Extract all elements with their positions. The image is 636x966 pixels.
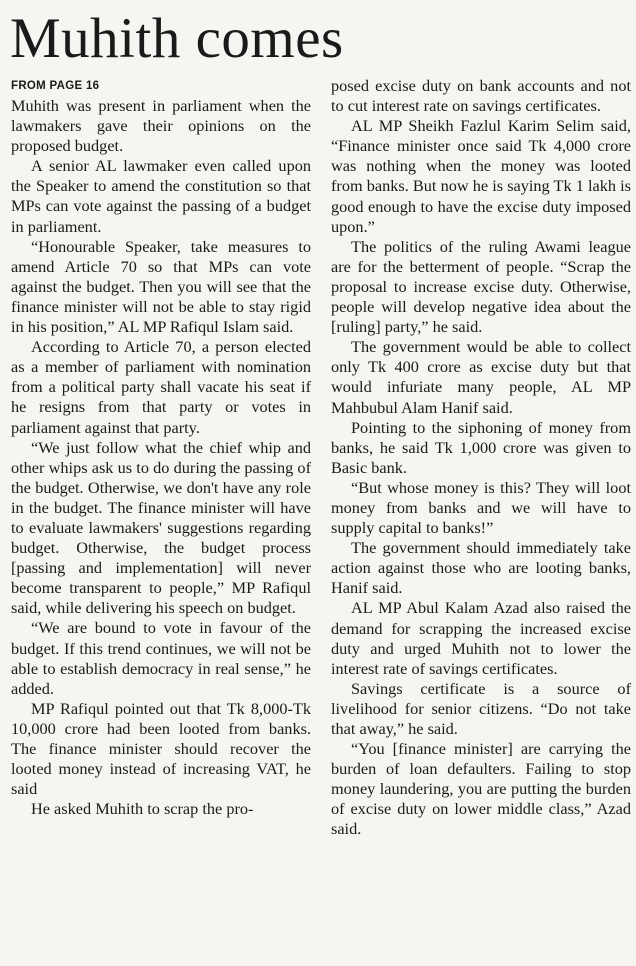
paragraph: The politics of the ruling Awami league are for the betterment of people. “Scrap the proposal to increase excise duty. Otherwise, people will develop negative idea about the [ruling] party,” he said. <box>331 236 631 337</box>
paragraph: “Honourable Speaker, take measures to amend Article 70 so that MPs can vote against the budget. Then you will see that the finance minister will not be able to stay rigid in his position,” AL MP Rafiqul Islam said. <box>11 236 311 337</box>
paragraph: Pointing to the siphoning of money from banks, he said Tk 1,000 crore was given to Basic bank. <box>331 417 631 477</box>
paragraph: AL MP Abul Kalam Azad also raised the demand for scrapping the increased excise duty and urged Muhith not to lower the interest rate of savings certificates. <box>331 598 631 678</box>
paragraph: Muhith was present in parliament when the lawmakers gave their opinions on the proposed budget. <box>11 96 311 156</box>
paragraph: “You [finance minister] are carrying the burden of loan defaulters. Failing to stop money laundering, you are putting the burden of excise duty on lower middle class,” Azad said. <box>331 739 631 839</box>
paragraph: A senior AL lawmaker even called upon the Speaker to amend the constitution so that MPs can vote against the passing of a budget in parliament. <box>11 156 311 236</box>
column-left <box>11 76 311 819</box>
paragraph: “We are bound to vote in favour of the budget. If this trend continues, we will not be able to establish democracy in real sense,” he added. <box>11 618 311 698</box>
headline: Muhith comes <box>10 7 344 70</box>
paragraph: MP Rafiqul pointed out that Tk 8,000-Tk 10,000 crore had been looted from banks. The finance minister should recover the looted money instead of increasing VAT, he said <box>11 698 311 799</box>
paragraph: He asked Muhith to scrap the pro- <box>31 799 254 819</box>
jump-line: FROM PAGE 16 <box>11 80 100 92</box>
paragraph: According to Article 70, a person elected as a member of parliament with nomination from a political party shall vacate his seat if he resigns from that party or votes in parliament against that party. <box>11 337 311 437</box>
paragraph: The government should immediately take action against those who are looting banks, Hanif said. <box>331 538 631 598</box>
paragraph: “But whose money is this? They will loot money from banks and we will have to supply capital to banks!” <box>331 477 631 538</box>
column-right <box>331 76 631 840</box>
paragraph: AL MP Sheikh Fazlul Karim Selim said, “Finance minister once said Tk 4,000 crore was nothing when the money was looted from banks. But now he is saying Tk 1 lakh is good enough to have the excise duty imposed upon.” <box>331 116 631 236</box>
paragraph: posed excise duty on bank accounts and not to cut interest rate on savings certificates. <box>331 76 631 116</box>
paragraph: Savings certificate is a source of livelihood for senior citizens. “Do not take that away,” he said. <box>331 678 631 738</box>
paragraph: The government would be able to collect only Tk 400 crore as excise duty but that would infuriate many people, AL MP Mahbubul Alam Hanif said. <box>331 337 631 417</box>
paragraph: “We just follow what the chief whip and other whips ask us to do during the passing of the budget. Otherwise, we don't have any role in the budget. The finance minister will have to evaluate lawmakers' suggestions regarding budget. Otherwise, the budget process [passing and implementation] will never become transparent to people,” MP Rafiqul said, while delivering his speech on budget. <box>11 437 311 618</box>
